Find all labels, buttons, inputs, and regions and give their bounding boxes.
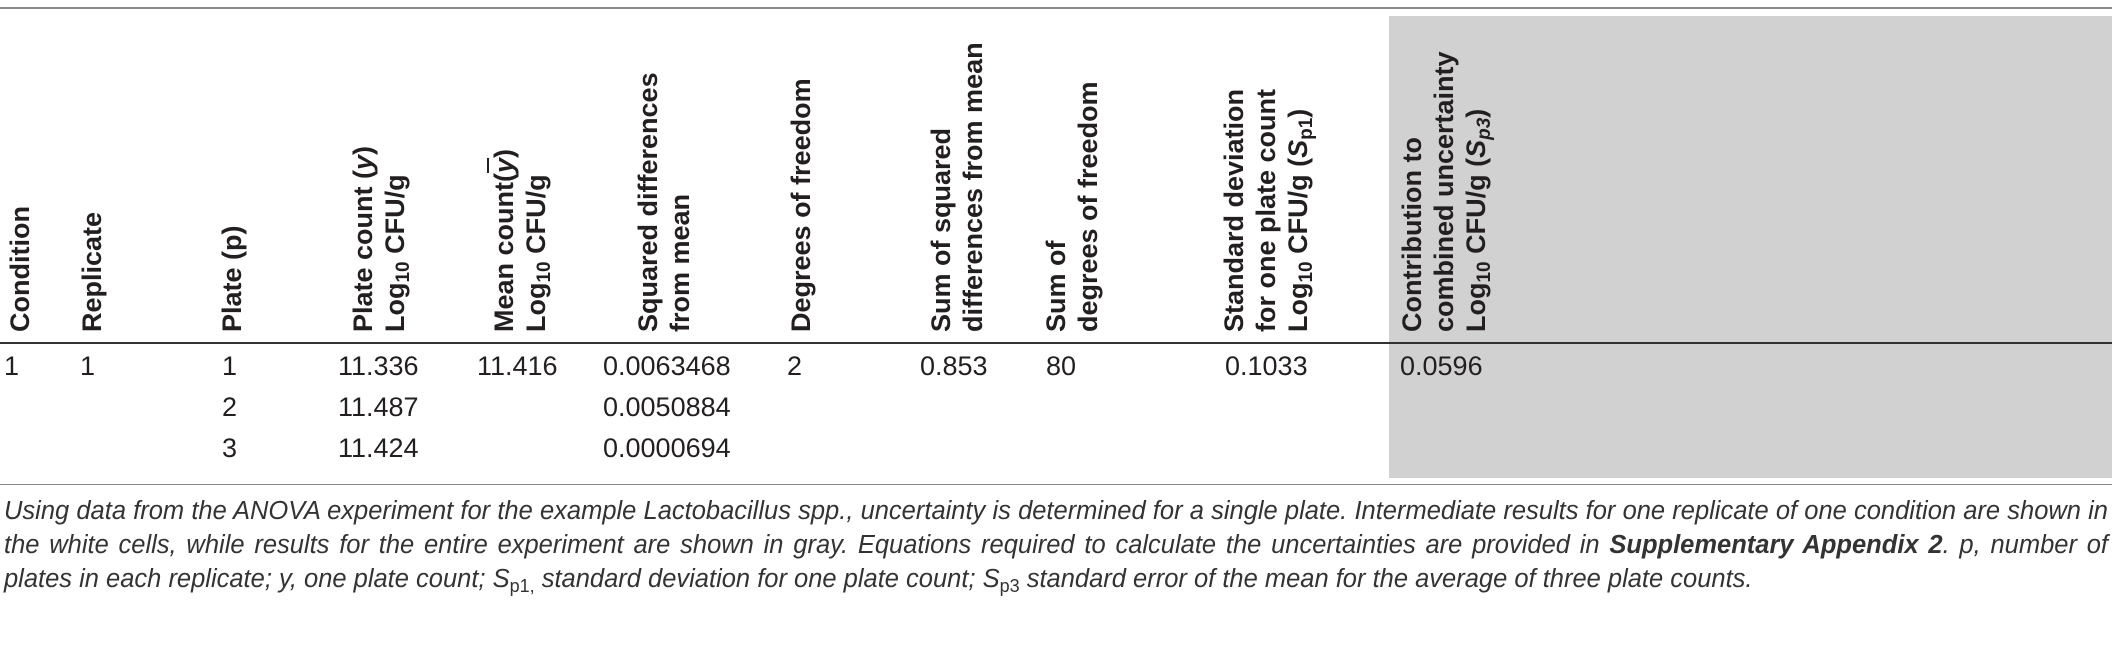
table-cell-mean-count: 11.416 bbox=[477, 351, 558, 381]
header-replicate: Replicate bbox=[77, 211, 107, 332]
header-plate: Plate (p) bbox=[217, 225, 247, 332]
header-sum-degrees-of-freedom: Sum of degrees of freedom bbox=[1041, 81, 1103, 332]
table-cell-sum-squared: 0.853 bbox=[920, 351, 988, 381]
table-cell-plate: 1 bbox=[222, 351, 238, 381]
table-cell-plate-count: 11.424 bbox=[338, 433, 419, 463]
table-cell-sum-dof: 80 bbox=[1046, 351, 1077, 381]
table-cell-squared-difference: 0.0050884 bbox=[603, 392, 731, 422]
table-cell-plate: 3 bbox=[222, 433, 238, 463]
table-caption: Using data from the ANOVA experiment for the example Lactobacillus spp., uncertainty is determined for a single plate. Intermediate results for one replicate of one condition are shown in the white cells, while results for the entire experiment are shown in gray. Equations required to calculate the uncertainties are provided in Supplementary Appendix 2. p, number of plates in each replicate; y, one plate count; $S_{p1,}$ standard deviation for one plate count; $S_{p3}$ standard error of the mean for the average of three plate counts. bbox=[4, 497, 2108, 596]
header-mean-count: Mean $count(\overline{y})$ Log$_{10}$ CFU/g bbox=[489, 148, 555, 332]
table-cell-contribution: 0.0596 bbox=[1400, 351, 1483, 381]
table-bottom-rule bbox=[0, 484, 2112, 485]
header-contribution: Contribution to combined uncertainty Log$_{10}$ CFU/g (Sp3) bbox=[1397, 51, 1495, 332]
table-cell-plate: 2 bbox=[222, 392, 238, 422]
header-bottom-rule bbox=[0, 342, 2112, 344]
header-standard-deviation: Standard deviation for one plate count Log$_{10}$ CFU/g $(S_{p1})$ bbox=[1219, 88, 1317, 332]
table-cell-dof: 2 bbox=[787, 351, 803, 381]
table-cell-plate-count: 11.336 bbox=[338, 351, 419, 381]
header-degrees-of-freedom: Degrees of freedom bbox=[786, 78, 816, 332]
table-top-rule bbox=[0, 7, 2112, 9]
table-cell-standard-deviation: 0.1033 bbox=[1225, 351, 1308, 381]
table-cell-condition: 1 bbox=[4, 351, 20, 381]
table-cell-plate-count: 11.487 bbox=[338, 392, 419, 422]
header-squared-differences: Squared differences from mean bbox=[633, 72, 695, 332]
table-cell-replicate: 1 bbox=[80, 351, 96, 381]
header-plate-count: Plate count (y) Log$_{10}$ CFU/g bbox=[348, 145, 414, 332]
table-cell-squared-difference: 0.0000694 bbox=[603, 433, 731, 463]
header-sum-squared-differences: Sum of squared differences from mean bbox=[926, 42, 988, 332]
header-condition: Condition bbox=[5, 206, 35, 332]
table-cell-squared-difference: 0.0063468 bbox=[603, 351, 731, 381]
